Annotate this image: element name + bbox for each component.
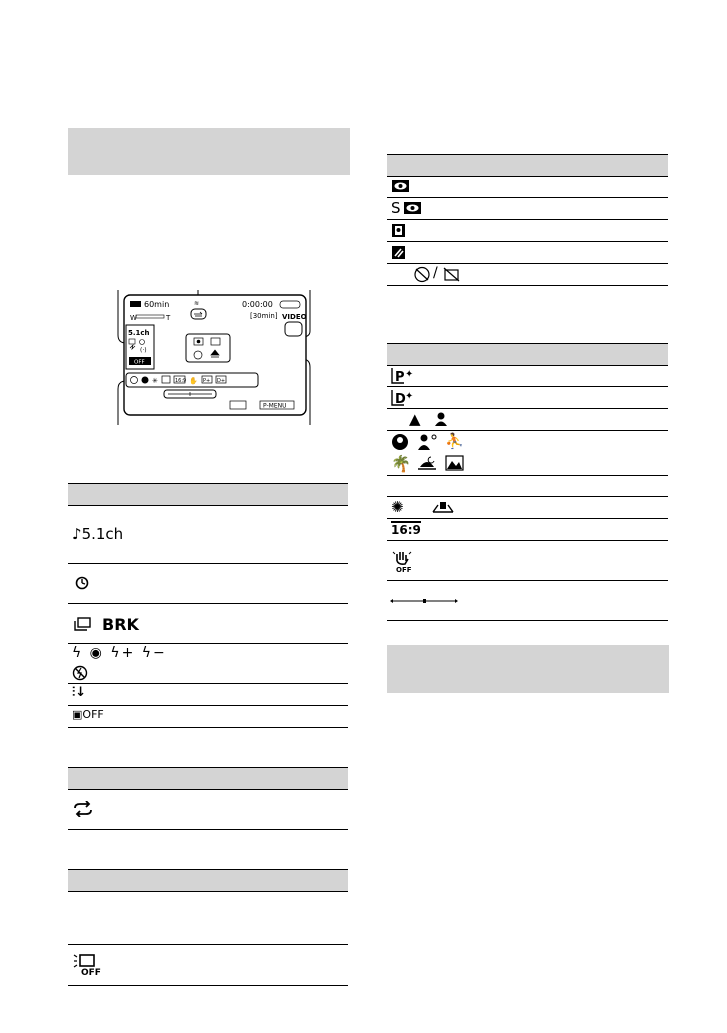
svg-text:16:9: 16:9 bbox=[175, 378, 187, 384]
self-timer-icon bbox=[74, 574, 90, 590]
table5-row-d bbox=[387, 387, 668, 409]
stabilizer-off-icon: ▣ OFF bbox=[72, 708, 104, 721]
loop-icon bbox=[72, 801, 94, 817]
timecode: 0:00:00 bbox=[242, 300, 273, 309]
remaining-time: [30min] bbox=[250, 312, 278, 320]
frame-off-icon bbox=[443, 267, 461, 282]
portrait-frame-icon bbox=[391, 223, 407, 238]
svg-text:✦: ✦ bbox=[405, 369, 414, 380]
flash-icons: ϟ ◉ ϟ+ ϟ− bbox=[72, 645, 167, 661]
table5-header bbox=[387, 343, 668, 366]
table5-divider bbox=[387, 475, 668, 476]
media-label: VIDEO bbox=[282, 313, 307, 321]
table5-row-p bbox=[387, 365, 668, 387]
picture-effect-icon bbox=[391, 367, 415, 384]
table1-row-selftimer bbox=[68, 564, 348, 604]
portrait-icon bbox=[433, 411, 449, 427]
svg-text:✦: ✦ bbox=[405, 391, 414, 402]
eye-icon bbox=[391, 179, 411, 194]
svg-text:OFF: OFF bbox=[396, 566, 412, 573]
digital-effect-icon bbox=[391, 389, 415, 406]
battery-time: 60min bbox=[144, 300, 170, 309]
table4-row-eye bbox=[387, 176, 668, 198]
stabilizer-mini-icon: ≋ bbox=[194, 300, 200, 307]
table5-row-landscape bbox=[387, 409, 668, 431]
s-letter: S bbox=[391, 199, 401, 217]
table4-row-slash bbox=[387, 242, 668, 264]
pmenu-label: P-MENU bbox=[263, 402, 287, 410]
twilight-portrait-icon bbox=[391, 433, 409, 451]
table5-row-exposure bbox=[387, 581, 668, 621]
camera-screen-diagram bbox=[100, 285, 330, 430]
table1-header bbox=[68, 483, 348, 506]
eye-off-icon bbox=[413, 266, 431, 283]
sports-icon: ⛹ bbox=[445, 432, 464, 450]
svg-text:P+: P+ bbox=[203, 378, 211, 384]
zoom-t: T bbox=[166, 314, 171, 322]
table4-row-portrait bbox=[387, 220, 668, 242]
zoom-w: W bbox=[130, 314, 137, 322]
battery-icon bbox=[130, 301, 141, 307]
bracket-icon: BRK bbox=[102, 615, 139, 634]
svg-text:OFF: OFF bbox=[134, 359, 145, 366]
beach-icon: 🌴 bbox=[391, 454, 411, 473]
table2-row-loop bbox=[68, 789, 348, 830]
table5-row-169 bbox=[387, 519, 668, 541]
landscape-frame-icon bbox=[445, 455, 465, 472]
burst-icon bbox=[74, 616, 92, 632]
table1-row-mic bbox=[68, 684, 348, 706]
landscape-icon: ▲ bbox=[409, 410, 421, 428]
steadyshot-off-icon bbox=[391, 549, 415, 573]
table5-row-shake bbox=[387, 541, 668, 581]
sunset-icon bbox=[417, 455, 437, 472]
svg-text:(·): (·) bbox=[140, 347, 147, 354]
slash-frame-icon bbox=[391, 245, 407, 260]
table1-row-flash bbox=[68, 644, 348, 684]
svg-text:OFF: OFF bbox=[81, 968, 101, 977]
svg-text:✋: ✋ bbox=[189, 377, 198, 385]
white-balance-manual-icon bbox=[431, 500, 455, 514]
mic-level-icon: ⫶↓ bbox=[72, 685, 87, 700]
table5-row-scene bbox=[387, 431, 668, 475]
right-callout-box bbox=[285, 322, 302, 336]
svg-text:✳: ✳ bbox=[152, 377, 158, 385]
standby-icon bbox=[280, 301, 300, 308]
flash-off-icon bbox=[72, 665, 88, 681]
svg-text:D+: D+ bbox=[217, 378, 226, 384]
table3-header bbox=[68, 869, 348, 892]
candle-portrait-icon bbox=[417, 433, 439, 451]
exposure-bar-icon bbox=[389, 596, 461, 606]
table3-row-empty bbox=[68, 891, 348, 945]
svg-text:D: D bbox=[395, 392, 406, 406]
audio-51ch-icon: ♪ 5.1ch bbox=[72, 525, 124, 543]
table1-row-burst bbox=[68, 604, 348, 644]
s-eye-icon bbox=[403, 201, 423, 216]
table4-row-s-eye bbox=[387, 198, 668, 220]
white-balance-sun-icon: ✺ bbox=[391, 498, 404, 516]
center-callout-box bbox=[186, 334, 230, 362]
wide-169-icon: 16:9 bbox=[391, 523, 421, 537]
table4-header bbox=[387, 154, 668, 177]
right-section-heading-bar bbox=[387, 645, 669, 693]
table2-header bbox=[68, 767, 348, 790]
svg-text:P: P bbox=[395, 370, 405, 384]
separator-slash: / bbox=[433, 265, 438, 281]
table4-row-off-icons bbox=[387, 264, 668, 286]
audio-51: 5.1ch bbox=[128, 329, 150, 337]
table1-row-off bbox=[68, 706, 348, 728]
table3-row-screen-off bbox=[68, 945, 348, 986]
left-section-heading-bar bbox=[68, 128, 350, 175]
lcd-backlight-off-icon bbox=[72, 953, 104, 977]
table1-row-51ch bbox=[68, 505, 348, 564]
table5-row-wb bbox=[387, 497, 668, 519]
